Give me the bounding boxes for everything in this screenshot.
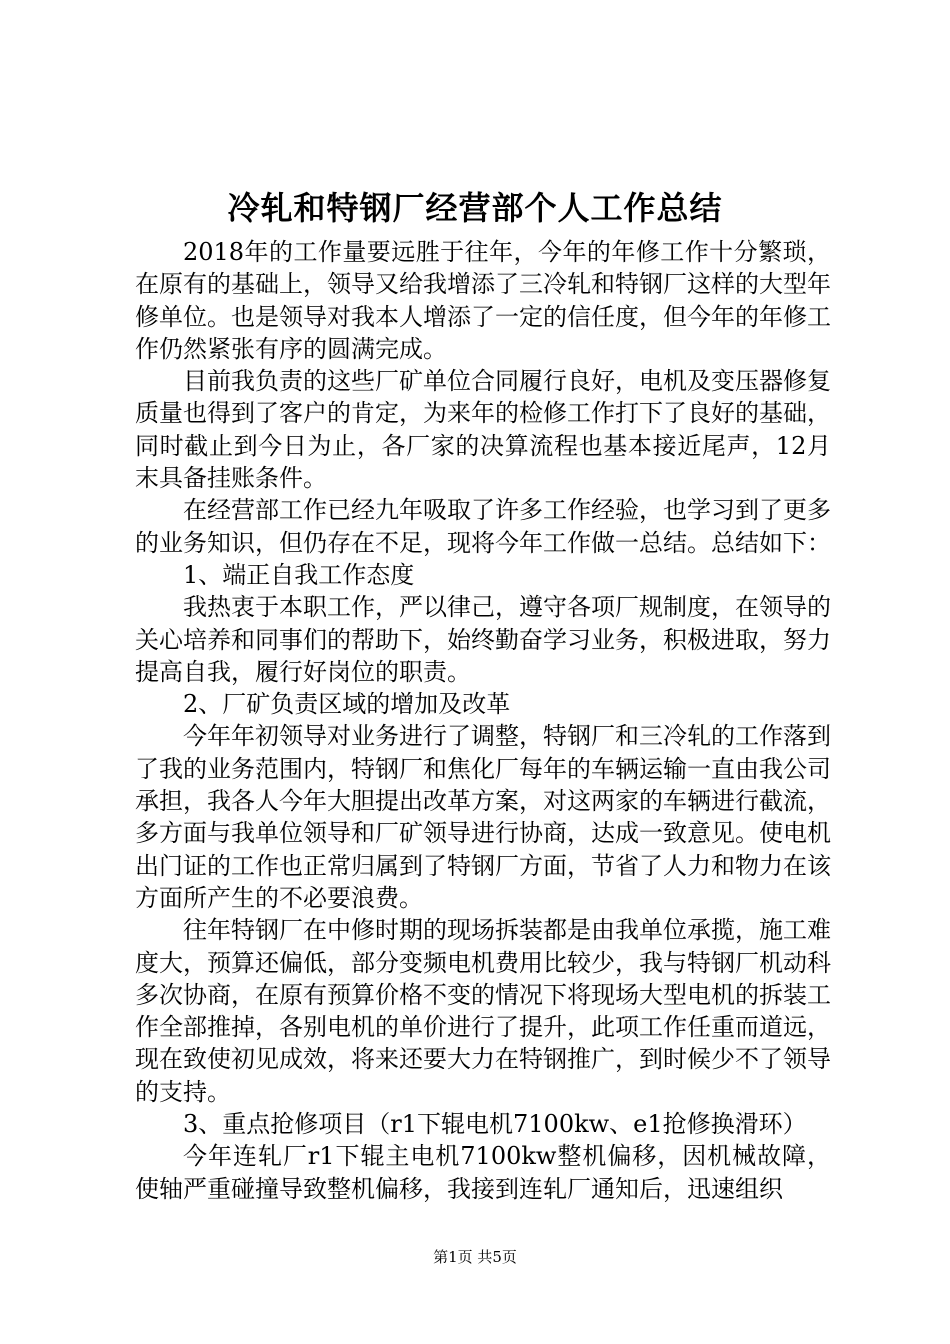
paragraph: 在经营部工作已经九年吸取了许多工作经验，也学习到了更多的业务知识，但仍存在不足，现将今年工作做一总结。总结如下： xyxy=(135,496,831,557)
document-title: 冷轧和特钢厂经营部个人工作总结 xyxy=(227,189,723,227)
paragraph: 2018年的工作量要远胜于往年，今年的年修工作十分繁琐，在原有的基础上，领导又给我增添了三冷轧和特钢厂这样的大型年修单位。也是领导对我本人增添了一定的信任度，但今年的年修工作仍然紧张有序的圆满完成。 xyxy=(135,238,831,363)
section-heading: 2、厂矿负责区域的增加及改革 xyxy=(183,690,511,719)
paragraph: 往年特钢厂在中修时期的现场拆装都是由我单位承揽，施工难度大，预算还偏低，部分变频电机费用比较少，我与特钢厂机动科多次协商，在原有预算价格不变的情况下将现场大型电机的拆装工作全部推掉，各别电机的单价进行了提升，此项工作任重而道远，现在致使初见成效，将来还要大力在特钢推广，到时候少不了领导的支持。 xyxy=(135,916,831,1106)
paragraph: 今年年初领导对业务进行了调整，特钢厂和三冷轧的工作落到了我的业务范围内，特钢厂和焦化厂每年的车辆运输一直由我公司承担，我各人今年大胆提出改革方案，对这两家的车辆进行截流，多方面与我单位领导和厂矿领导进行协商，达成一致意见。使电机出门证的工作也正常归属到了特钢厂方面，节省了人力和物力在该方面所产生的不必要浪费。 xyxy=(135,722,831,912)
document-body xyxy=(135,236,831,1205)
page-number: 第1页 共5页 xyxy=(433,1248,517,1266)
section-heading: 3、重点抢修项目（r1下辊电机7100kw、e1抢修换滑环） xyxy=(183,1110,807,1139)
paragraph: 目前我负责的这些厂矿单位合同履行良好，电机及变压器修复质量也得到了客户的肯定，为来年的检修工作打下了良好的基础，同时截止到今日为止，各厂家的决算流程也基本接近尾声，12月末具备挂账条件。 xyxy=(135,367,831,493)
paragraph: 今年连轧厂r1下辊主电机7100kw整机偏移，因机械故障，使轴严重碰撞导致整机偏移，我接到连轧厂通知后，迅速组织 xyxy=(135,1142,831,1203)
paragraph: 我热衷于本职工作，严以律己，遵守各项厂规制度，在领导的关心培养和同事们的帮助下，始终勤奋学习业务，积极进取，努力提高自我，履行好岗位的职责。 xyxy=(135,593,831,686)
section-heading: 1、端正自我工作态度 xyxy=(183,560,415,589)
